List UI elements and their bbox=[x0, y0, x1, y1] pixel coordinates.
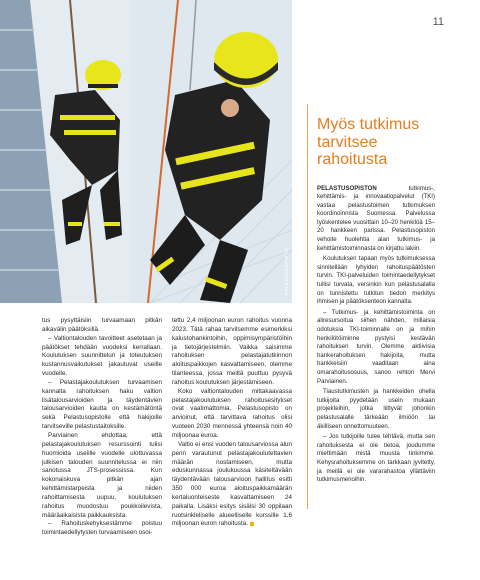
sidebar-paragraph: – Jos tutkijoille tulee tehtävä, mutta sen rahoituksesta ei ole tietoa, joudumme miettimään mistä muusta tinkimme. Kehysrahoituksemme on tarkkaan jyvitetty, ja meillä ei ole vararahastoa yllättäviin tutkimusmenoihin. bbox=[317, 433, 435, 484]
body-paragraph bbox=[172, 441, 292, 529]
sidebar-title-line: tarvitsee bbox=[317, 133, 378, 151]
sidebar-title-line: Myös tutkimus bbox=[317, 116, 420, 133]
body-paragraph: tettu 2,4 miljoonan euron rahoitus vuonna 2023. Tätä rahaa tarvitsemme esimerkiksi kalustohankintoihin, oppimisympäristöihin ja tietojärjestelmiin. Vaikka saisimme rahoituksen pelastajatutkinnon aloituspaikkojen kasvattamiseen, olemme tilanteessa, jossa meiltä puuttuu pysyvä rahoitus koulutuksen järjestämiseen. bbox=[172, 317, 292, 386]
sidebar-paragraph: Koulutuksen tapaan myös tutkimuksessa sinnitellään lyhyiden rahoituspäätösten turvin. TKI-palveluiden toimintaedellytykset tullisi turvata, versinkin kun pelastusalalla on tunnistettu tutkitun tiedon merkitys ihmisen ja päätöksenteon kannalta. bbox=[317, 255, 435, 306]
body-paragraph: – Valtiontalouden tavoitteet asetetaan ja päätökset tehdään vuodeksi kerrallaan. Koulutuksen suunnittelun ja toteutuksen kustannusvaikutukset jakautuvat useille vuodelle. bbox=[42, 334, 162, 378]
body-paragraph: Koko valtiontalouden mittakaavassa pelastajakoulutuksen rahoitusesitykset ovat vaatimattomia. Pelastusopisto on arvioinut, että tarvittava rahoitus olisi vuoteen 2030 mennessä yhteensä noin 40 miljoonaa euroa. bbox=[172, 387, 292, 439]
sidebar-title-line: rahoitusta bbox=[317, 151, 388, 168]
sidebar-paragraph bbox=[317, 185, 435, 254]
body-column-right bbox=[172, 317, 292, 529]
body-paragraph: – Rahoituskehyksestämme poistuu toimintaedellytysten turvaamiseen osoi- bbox=[42, 520, 162, 537]
sidebar-divider bbox=[307, 104, 308, 509]
sidebar-paragraph: Tiaustutkimusten ja hankkeiden ohella tutkijoita pyydetään usein mukaan projekteihin, jotka liittyvät johonkin pelastusalalle tärkeään ilmiöön tai äkilliseen onnettomuuteen. bbox=[317, 388, 435, 430]
body-paragraph: Parviainen ehdottaa, että pelastajakoulutuksen resurssointi tulisi huomioida useiille vuodelle ulottuvassa julkisen talouden suunnitelussa ei niin sanotussa JTS-prosessissa. Kun kokonaiskuva pitkän ajan kehittämistarpeista ja niiden rahoittamisesta uupuu, koulutuksen rahoitus muodostuu poukkoilevista, määräaikaisista paikkauksista. bbox=[42, 431, 162, 519]
body-paragraph-text: Valtio ei ensi vuoden talousarviossa alun perin varautunut pelastajakoulutettavien määrän nostamiseen, mutta eduskunnassa joulukuussa käsiteltävään täydentävään talousarvioon hallitus esitti 350 000 euroa aloituspaikkamäärän kertaluonteiseste kasvattamiseen 24 paikalla. Lisäksi esitys sisälsi 30 oppilaan ruotsinkieliselle alueelliselle kurssille 1,6 miljoonan euron rahoitusta. bbox=[172, 440, 292, 528]
sidebar-title bbox=[317, 116, 435, 169]
sidebar-box bbox=[317, 116, 435, 487]
sidebar-paragraph-text: tutkimus-, kehittämis- ja innovaatiopalvelut (TKI) vastaa pelastustoimen tutkimuksen koordinoinnista Suomessa. Palvelussa työskentelee vuosittain 10–20 henkilöä 15–20 hankkeen parissa. Pelastusopiston vehoite huolehtia alan tutkimus- ja kehittämistoiminnasta on kirjattu lakiin. bbox=[317, 184, 435, 252]
sidebar-lead-label: PELASTUSOPISTON bbox=[317, 184, 377, 192]
rope-rescue-illustration bbox=[0, 0, 292, 303]
sidebar-paragraph: – Tutkimus- ja kehittämistoiminta on aliresursoitua siihen nähden, millaisia odotuksia TKI-toiminnalle on ja mihin henkilötöiminne pystyisi kestävän rahoituksen turvin. Olemme aktiivisia hankerahoituksen hakijoita, mutta hankkeisiin vaaditaan aina omarahoitusosuus, sanoo rehtori Mervi Parviainen. bbox=[317, 308, 435, 385]
body-paragraph: tus pysyttäisiin turvaamaan pitkän aikavälin päätöksillä. bbox=[42, 317, 162, 333]
page-number: 11 bbox=[432, 16, 444, 28]
body-column-left bbox=[42, 317, 162, 538]
body-paragraph: – Pelastajakoulutuksen turvaamisen kannalta rahoituksen haku valtion lisätalousarvioiden ja täydentävien talousarvioiden kautta on kestämätöntä sekä Pelastusopistolle että hakijoille tarvitseville pelastustaitoksille. bbox=[42, 378, 162, 431]
firefighters-photo bbox=[0, 0, 292, 303]
photo-credit: PELASTUSOPISTO bbox=[284, 247, 289, 295]
article-end-mark bbox=[250, 522, 254, 526]
